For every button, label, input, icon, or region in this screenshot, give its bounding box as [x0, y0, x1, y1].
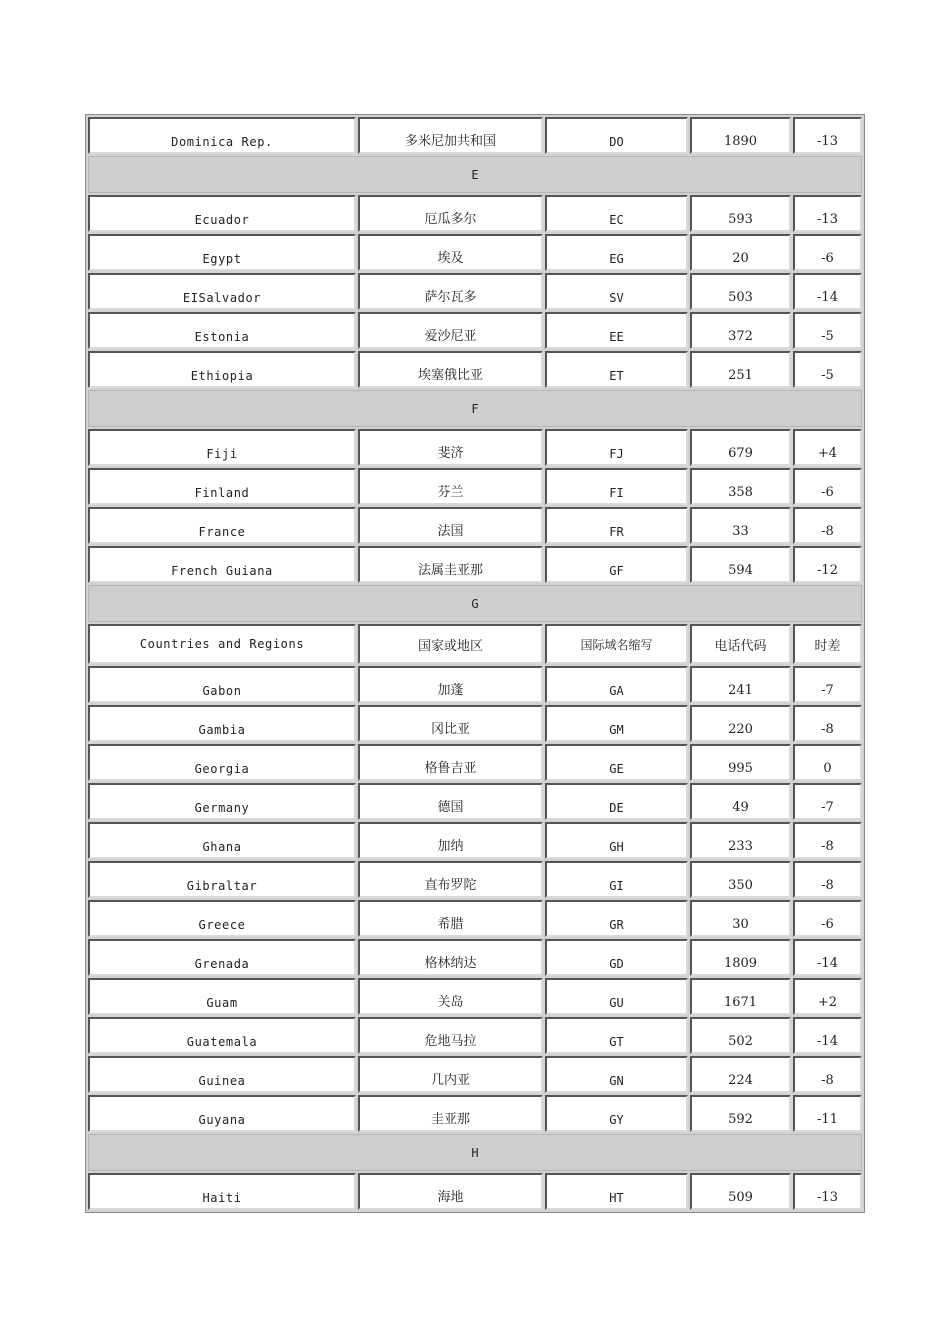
country-code-table [85, 114, 865, 1213]
cell-country-name-cn: 几内亚 [358, 1056, 543, 1093]
cell-time-difference: -14 [793, 273, 862, 310]
cell-phone-code: 1890 [690, 117, 791, 154]
cell-phone-code: 350 [690, 861, 791, 898]
cell-time-difference: +2 [793, 978, 862, 1015]
cell-time-difference: -14 [793, 1017, 862, 1054]
cell-country-name-en: Guinea [88, 1056, 356, 1093]
table-row [87, 194, 863, 233]
table-row [87, 1055, 863, 1094]
cell-country-name-en: Guam [88, 978, 356, 1015]
cell-country-name-en: Ethiopia [88, 351, 356, 388]
cell-phone-code: 251 [690, 351, 791, 388]
cell-phone-code: 679 [690, 429, 791, 466]
cell-time-difference: -6 [793, 900, 862, 937]
cell-country-name-cn: 加蓬 [358, 666, 543, 703]
cell-country-name-cn: 海地 [358, 1173, 543, 1210]
cell-country-name-cn: 格鲁吉亚 [358, 744, 543, 781]
cell-country-name-cn: 危地马拉 [358, 1017, 543, 1054]
cell-country-name-en: Grenada [88, 939, 356, 976]
cell-time-difference: -6 [793, 234, 862, 271]
cell-phone-code: 49 [690, 783, 791, 820]
cell-phone-code: 1809 [690, 939, 791, 976]
table-row [87, 899, 863, 938]
cell-phone-code: 594 [690, 546, 791, 583]
cell-country-name-cn: 法属圭亚那 [358, 546, 543, 583]
cell-domain-code: GY [545, 1095, 688, 1132]
cell-country-name-en: Greece [88, 900, 356, 937]
cell-phone-code: 509 [690, 1173, 791, 1210]
cell-domain-code: GE [545, 744, 688, 781]
cell-phone-code: 224 [690, 1056, 791, 1093]
table-row [87, 860, 863, 899]
cell-time-difference: -7 [793, 666, 862, 703]
table-row [87, 743, 863, 782]
cell-domain-code: GR [545, 900, 688, 937]
header-time-difference: 时差 [793, 624, 862, 664]
cell-domain-code: GH [545, 822, 688, 859]
cell-phone-code: 1671 [690, 978, 791, 1015]
cell-phone-code: 593 [690, 195, 791, 232]
table-row [87, 428, 863, 467]
table-row [87, 938, 863, 977]
cell-country-name-cn: 希腊 [358, 900, 543, 937]
cell-domain-code: ET [545, 351, 688, 388]
cell-time-difference: -6 [793, 468, 862, 505]
table-row [87, 665, 863, 704]
cell-domain-code: GI [545, 861, 688, 898]
column-header-row [87, 623, 863, 665]
header-country-name-en: Countries and Regions [88, 624, 356, 664]
cell-country-name-cn: 埃塞俄比亚 [358, 351, 543, 388]
cell-country-name-en: Haiti [88, 1173, 356, 1210]
table-row [87, 116, 863, 155]
cell-phone-code: 241 [690, 666, 791, 703]
cell-domain-code: GF [545, 546, 688, 583]
cell-country-name-en: Gabon [88, 666, 356, 703]
table-row [87, 1172, 863, 1211]
cell-time-difference: -8 [793, 705, 862, 742]
cell-country-name-cn: 直布罗陀 [358, 861, 543, 898]
cell-country-name-en: Ghana [88, 822, 356, 859]
cell-country-name-cn: 多米尼加共和国 [358, 117, 543, 154]
cell-time-difference: -14 [793, 939, 862, 976]
cell-domain-code: FI [545, 468, 688, 505]
cell-country-name-cn: 厄瓜多尔 [358, 195, 543, 232]
cell-country-name-en: Finland [88, 468, 356, 505]
cell-country-name-en: Fiji [88, 429, 356, 466]
cell-country-name-cn: 圭亚那 [358, 1095, 543, 1132]
cell-domain-code: EG [545, 234, 688, 271]
cell-domain-code: GA [545, 666, 688, 703]
letter-section-header: F [88, 390, 862, 427]
cell-country-name-cn: 萨尔瓦多 [358, 273, 543, 310]
cell-domain-code: GU [545, 978, 688, 1015]
table-row [87, 977, 863, 1016]
cell-phone-code: 30 [690, 900, 791, 937]
cell-country-name-en: Guyana [88, 1095, 356, 1132]
cell-time-difference: -13 [793, 195, 862, 232]
cell-country-name-en: Germany [88, 783, 356, 820]
cell-country-name-cn: 格林纳达 [358, 939, 543, 976]
cell-time-difference: -8 [793, 822, 862, 859]
header-phone-code: 电话代码 [690, 624, 791, 664]
cell-country-name-en: Dominica Rep. [88, 117, 356, 154]
cell-phone-code: 503 [690, 273, 791, 310]
cell-country-name-cn: 埃及 [358, 234, 543, 271]
cell-domain-code: SV [545, 273, 688, 310]
table-row [87, 1094, 863, 1133]
cell-country-name-en: Guatemala [88, 1017, 356, 1054]
cell-domain-code: EE [545, 312, 688, 349]
cell-time-difference: -5 [793, 351, 862, 388]
cell-domain-code: HT [545, 1173, 688, 1210]
cell-time-difference: -11 [793, 1095, 862, 1132]
cell-country-name-cn: 斐济 [358, 429, 543, 466]
cell-domain-code: DO [545, 117, 688, 154]
table-row [87, 506, 863, 545]
cell-phone-code: 20 [690, 234, 791, 271]
cell-domain-code: GT [545, 1017, 688, 1054]
cell-country-name-cn: 关岛 [358, 978, 543, 1015]
cell-phone-code: 220 [690, 705, 791, 742]
table-row [87, 272, 863, 311]
cell-domain-code: DE [545, 783, 688, 820]
cell-time-difference: -13 [793, 117, 862, 154]
letter-section-header: G [88, 585, 862, 622]
cell-domain-code: GM [545, 705, 688, 742]
cell-domain-code: GN [545, 1056, 688, 1093]
cell-time-difference: +4 [793, 429, 862, 466]
cell-country-name-en: Gambia [88, 705, 356, 742]
cell-country-name-cn: 加纳 [358, 822, 543, 859]
table-row [87, 311, 863, 350]
cell-phone-code: 233 [690, 822, 791, 859]
cell-time-difference: -8 [793, 861, 862, 898]
table-row [87, 704, 863, 743]
cell-country-name-en: Ecuador [88, 195, 356, 232]
cell-country-name-cn: 德国 [358, 783, 543, 820]
cell-time-difference: -13 [793, 1173, 862, 1210]
cell-country-name-en: France [88, 507, 356, 544]
cell-country-name-en: Egypt [88, 234, 356, 271]
table-row [87, 821, 863, 860]
table-row [87, 233, 863, 272]
header-country-name-cn: 国家或地区 [358, 624, 543, 664]
table-row [87, 545, 863, 584]
cell-phone-code: 372 [690, 312, 791, 349]
cell-country-name-cn: 芬兰 [358, 468, 543, 505]
letter-section-header: H [88, 1134, 862, 1171]
cell-time-difference: -12 [793, 546, 862, 583]
cell-phone-code: 33 [690, 507, 791, 544]
letter-section-header: E [88, 156, 862, 193]
cell-phone-code: 358 [690, 468, 791, 505]
cell-time-difference: -7 [793, 783, 862, 820]
cell-country-name-en: Georgia [88, 744, 356, 781]
cell-time-difference: -8 [793, 1056, 862, 1093]
cell-domain-code: EC [545, 195, 688, 232]
cell-phone-code: 502 [690, 1017, 791, 1054]
table-row [87, 1016, 863, 1055]
table-row [87, 467, 863, 506]
cell-country-name-cn: 法国 [358, 507, 543, 544]
cell-country-name-en: EISalvador [88, 273, 356, 310]
header-domain-code: 国际域名缩写 [545, 624, 688, 664]
cell-domain-code: FJ [545, 429, 688, 466]
cell-country-name-en: French Guiana [88, 546, 356, 583]
cell-country-name-en: Estonia [88, 312, 356, 349]
cell-domain-code: GD [545, 939, 688, 976]
cell-phone-code: 995 [690, 744, 791, 781]
cell-time-difference: -8 [793, 507, 862, 544]
cell-phone-code: 592 [690, 1095, 791, 1132]
cell-country-name-cn: 爱沙尼亚 [358, 312, 543, 349]
cell-time-difference: -5 [793, 312, 862, 349]
cell-country-name-cn: 冈比亚 [358, 705, 543, 742]
table-row [87, 350, 863, 389]
table-body [87, 116, 863, 1211]
cell-time-difference: 0 [793, 744, 862, 781]
cell-domain-code: FR [545, 507, 688, 544]
table-row [87, 782, 863, 821]
cell-country-name-en: Gibraltar [88, 861, 356, 898]
